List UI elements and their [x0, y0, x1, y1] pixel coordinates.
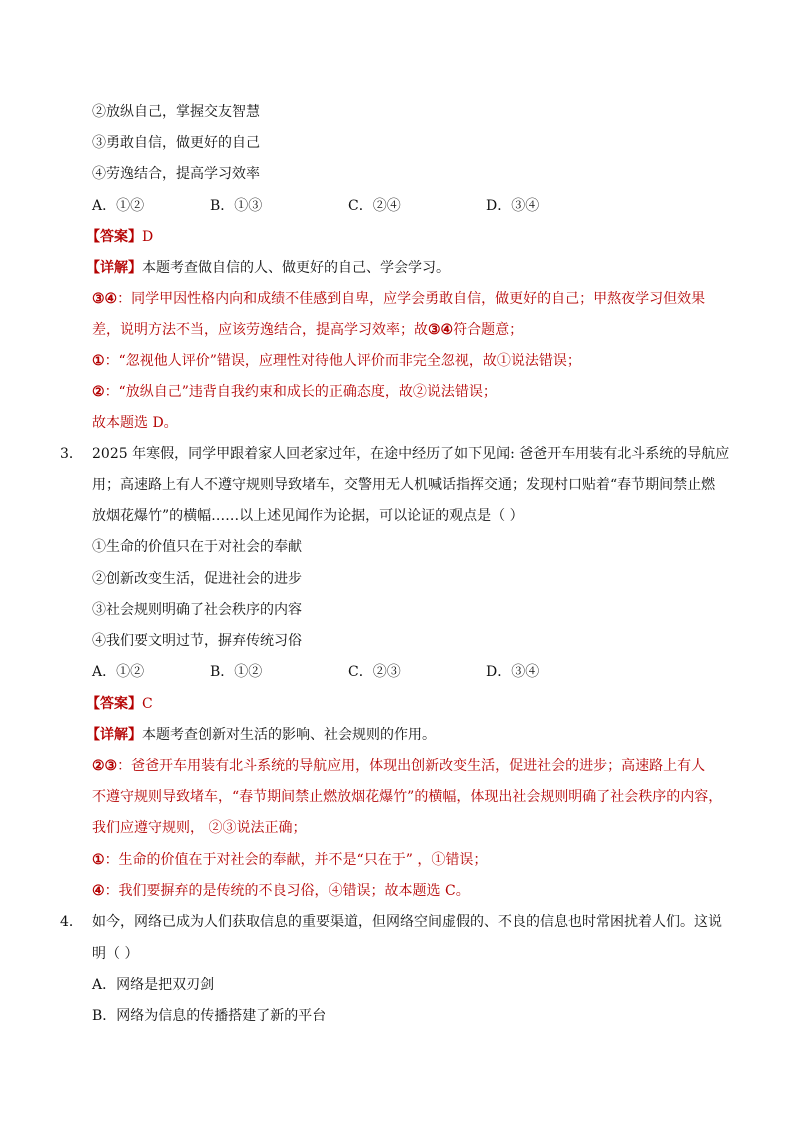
q4-stem-2: 明（ ） [92, 946, 139, 962]
q2-option-a: A．①② [92, 198, 145, 214]
q3-answer [86, 694, 153, 714]
q3-option-b: B．①② [210, 664, 263, 680]
q2-explanation-2 [92, 351, 581, 371]
explanation-text: ：同学甲因性格内向和成绩不佳感到自卑，应学会勇敢自信，做更好的自己；甲熬夜学习但效果 [117, 291, 706, 307]
q3-item-4: ④我们要文明过节，摒弃传统习俗 [92, 633, 302, 649]
q3-explanation-3 [92, 881, 470, 901]
q3-stem-3: 放烟花爆竹”的横幅……以上述见闻作为论据，可以论证的观点是（ ） [92, 508, 524, 524]
q2-explanation-1a [92, 289, 705, 309]
q2-item-4: ④劳逸结合，提高学习效率 [92, 166, 260, 182]
explanation-text: ：“放纵自己”违背自我约束和成长的正确态度，故②说法错误； [104, 384, 497, 400]
answer-tag: 【答案】 [86, 696, 142, 712]
q3-option-c: C．②③ [348, 664, 401, 680]
q4-stem-1: 如今，网络已成为人们获取信息的重要渠道，但网络空间虚假的、不良的信息也时常困扰着人们。这说 [92, 914, 722, 930]
q3-stem-1: 2025 年寒假，同学甲跟着家人回老家过年，在途中经历了如下见闻: 爸爸开车用装有北斗系统的导航应 [92, 446, 730, 462]
explanation-key: ③④ [92, 291, 118, 307]
q2-item-2: ②放纵自己，掌握交友智慧 [92, 104, 260, 120]
q4-option-b: B．网络为信息的传播搭建了新的平台 [92, 1008, 327, 1024]
explanation-text: 差，说明方法不当，应该劳逸结合，提高学习效率；故 [92, 322, 428, 338]
explanation-key: ③④ [428, 322, 454, 338]
q3-option-a: A．①② [92, 664, 145, 680]
detail-tag: 【详解】 [86, 260, 142, 276]
explanation-key: ②③ [92, 758, 118, 774]
q2-item-3: ③勇敢自信，做更好的自己 [92, 135, 260, 151]
q3-explanation-1b: 不遵守规则导致堵车，“春节期间禁止燃放烟花爆竹”的横幅，体现出社会规则明确了社会秩序的内容， [92, 789, 723, 805]
q3-item-2: ②创新改变生活，促进社会的进步 [92, 571, 302, 587]
q4-number: 4． [60, 914, 83, 930]
q3-option-d: D．③④ [486, 664, 540, 680]
explanation-text: ：生命的价值在于对社会的奉献，并不是“只在于” ，①错误； [104, 852, 488, 868]
detail-text: 本题考查做自信的人、做更好的自己、学会学习。 [142, 260, 450, 276]
q2-detail [86, 258, 450, 278]
q2-conclusion: 故本题选 D。 [92, 415, 178, 431]
explanation-key: ④ [92, 883, 105, 899]
q2-explanation-1b [92, 320, 523, 340]
q2-option-c: C．②④ [348, 198, 401, 214]
q3-detail [86, 725, 436, 745]
explanation-text: ：我们要摒弃的是传统的不良习俗，④错误；故本题选 C。 [104, 883, 470, 899]
q3-item-1: ①生命的价值只在于对社会的奉献 [92, 539, 302, 555]
q3-item-3: ③社会规则明确了社会秩序的内容 [92, 602, 302, 618]
q2-option-b: B．①③ [210, 198, 263, 214]
q3-stem-2: 用；高速路上有人不遵守规则导致堵车，交警用无人机喊话指挥交通；发现村口贴着“春节期间禁止燃 [92, 477, 716, 493]
detail-text: 本题考查创新对生活的影响、社会规则的作用。 [142, 727, 436, 743]
explanation-key: ② [92, 384, 105, 400]
q3-number: 3． [60, 446, 83, 462]
explanation-key: ① [92, 353, 105, 369]
detail-tag: 【详解】 [86, 727, 142, 743]
answer-value: D [142, 229, 154, 245]
answer-value: C [142, 696, 153, 712]
q2-explanation-3 [92, 382, 497, 402]
explanation-text: ：“忽视他人评价”错误，应理性对待他人评价而非完全忽视，故①说法错误； [104, 353, 581, 369]
q3-explanation-1a [92, 756, 705, 776]
explanation-key: ① [92, 852, 105, 868]
q3-explanation-1c: 我们应遵守规则， ②③说法正确； [92, 820, 307, 836]
q3-explanation-2 [92, 850, 487, 870]
q2-option-d: D．③④ [486, 198, 540, 214]
explanation-text: 符合题意； [453, 322, 524, 338]
q4-option-a: A．网络是把双刃剑 [92, 977, 215, 993]
explanation-text: ：爸爸开车用装有北斗系统的导航应用，体现出创新改变生活，促进社会的进步；高速路上有人 [117, 758, 706, 774]
q2-answer [86, 227, 153, 247]
answer-tag: 【答案】 [86, 229, 142, 245]
